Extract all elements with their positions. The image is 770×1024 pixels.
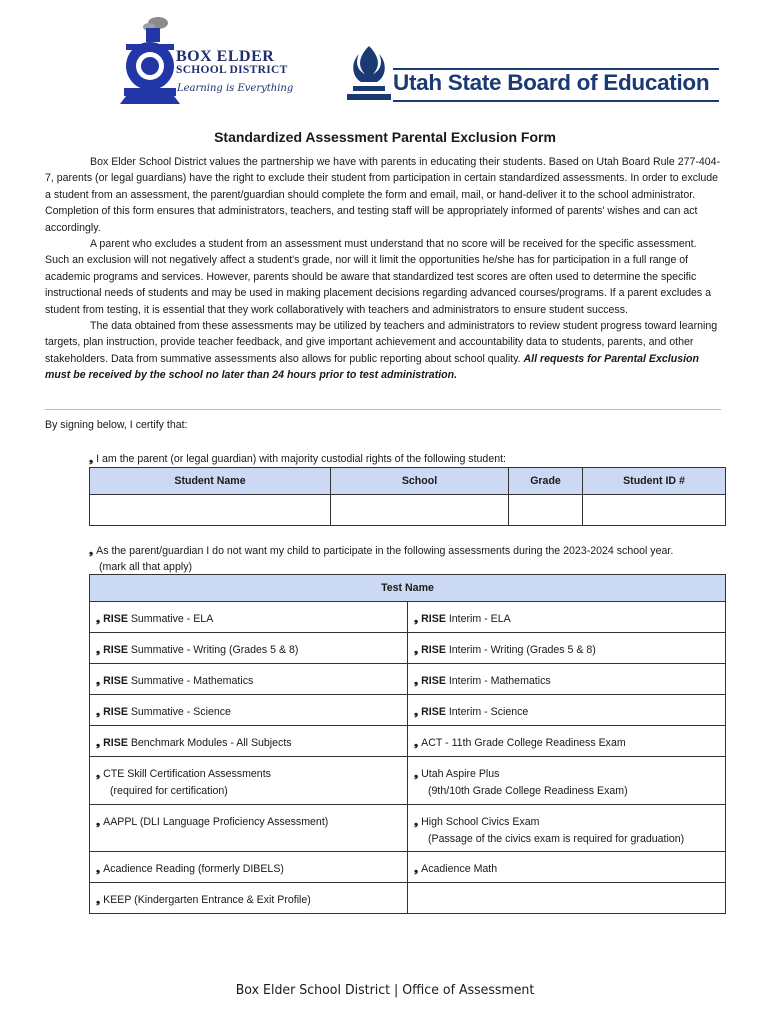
student-id-field[interactable] [583, 495, 726, 526]
test-checkbox[interactable]: ❟ [96, 894, 101, 906]
test-brand: RISE [103, 737, 128, 749]
test-option[interactable] [408, 757, 726, 805]
usbe-flame-logo-icon [345, 42, 393, 104]
test-label: Utah Aspire Plus [421, 768, 500, 780]
parent-checkbox-line [89, 453, 506, 466]
test-checkbox[interactable]: ❟ [414, 613, 419, 625]
test-option[interactable] [90, 633, 408, 664]
opt-out-checkbox-label: As the parent/guardian I do not want my child to participate in the following assessments during the 2023-2024 school year. [96, 545, 674, 557]
test-brand: RISE [103, 644, 128, 656]
test-option[interactable] [408, 602, 726, 633]
test-label: AAPPL (DLI Language Proficiency Assessment) [103, 816, 329, 828]
test-option[interactable] [408, 726, 726, 757]
student-name-field[interactable] [90, 495, 331, 526]
test-label: Interim - ELA [445, 613, 511, 625]
opt-out-checkbox[interactable]: ❟ [89, 545, 94, 557]
test-checkbox[interactable]: ❟ [414, 816, 419, 828]
intro-paragraph-2: A parent who excludes a student from an assessment must understand that no score will be received for the specific assessment. Such an exclusion will not negatively affect a student's grade, nor will it limit the opportunities he/she has for participation in a full range of academic programs and services. However, parents should be aware that standardized test scores are often used to determine the specific instructional needs of students and may be used in making placement decisions regarding advanced courses/programs. If a parent excludes a student from testing, it is essential that they work collaboratively with teachers and administrators to ensure student success. [45, 238, 712, 316]
test-brand: RISE [103, 675, 128, 687]
test-checkbox[interactable]: ❟ [96, 816, 101, 828]
parent-checkbox[interactable]: ❟ [89, 453, 94, 465]
test-note: (required for certification) [110, 784, 228, 797]
school-header: School [331, 468, 509, 495]
student-name-header: Student Name [90, 468, 331, 495]
test-label: Summative - Writing (Grades 5 & 8) [127, 644, 299, 656]
district-name-line2: SCHOOL DISTRICT [176, 64, 288, 76]
test-option[interactable] [408, 664, 726, 695]
test-label: Acadience Math [421, 863, 498, 875]
test-option[interactable] [408, 852, 726, 883]
grade-field[interactable] [509, 495, 583, 526]
deadline-notice: All requests for Parental Exclusion must be received by the school no later than 24 hours prior to test administration. [45, 352, 699, 382]
test-checkbox[interactable]: ❟ [414, 768, 419, 780]
test-checkbox[interactable]: ❟ [414, 675, 419, 687]
test-checkbox[interactable]: ❟ [414, 737, 419, 749]
page-footer: Box Elder School District | Office of Assessment [235, 982, 535, 998]
test-option[interactable] [90, 805, 408, 852]
test-option[interactable] [408, 805, 726, 852]
district-tagline: Learning is Everything [177, 83, 294, 94]
test-option[interactable] [90, 883, 408, 914]
test-brand: RISE [421, 644, 446, 656]
empty-test-cell [408, 883, 726, 914]
test-option[interactable] [90, 852, 408, 883]
test-brand: RISE [103, 706, 128, 718]
test-checkbox[interactable]: ❟ [96, 644, 101, 656]
test-label: High School Civics Exam [421, 816, 540, 828]
test-label: Summative - Science [127, 706, 231, 718]
test-option[interactable] [90, 726, 408, 757]
test-label: Summative - Mathematics [127, 675, 254, 687]
test-label: Benchmark Modules - All Subjects [127, 737, 292, 749]
test-brand: RISE [421, 706, 446, 718]
test-label: Interim - Mathematics [445, 675, 551, 687]
test-label: Interim - Writing (Grades 5 & 8) [445, 644, 596, 656]
usbe-bottom-rule [393, 100, 719, 102]
test-option[interactable] [90, 757, 408, 805]
test-option[interactable] [90, 664, 408, 695]
test-checkbox[interactable]: ❟ [414, 706, 419, 718]
test-checkbox[interactable]: ❟ [414, 644, 419, 656]
student-info-table [89, 467, 726, 526]
form-title: Standardized Assessment Parental Exclusion Form [214, 129, 556, 145]
test-checkbox[interactable]: ❟ [96, 613, 101, 625]
test-checkbox[interactable]: ❟ [96, 706, 101, 718]
test-selection-table [89, 574, 726, 914]
test-label: CTE Skill Certification Assessments [103, 768, 271, 780]
opt-out-checkbox-line [89, 543, 673, 575]
test-brand: RISE [421, 675, 446, 687]
test-label: Summative - ELA [127, 613, 214, 625]
test-option[interactable] [90, 695, 408, 726]
test-label: KEEP (Kindergarten Entrance & Exit Profile) [103, 894, 311, 906]
intro-paragraph-1: Box Elder School District values the partnership we have with parents in educating their students. Based on Utah Board Rule 277-404-7, parents (or legal guardians) have the right to exclude their student from participation in certain standardized assessments. In order to exclude a student from an assessment, the parent/guardian should complete the form and email, mail, or hand-deliver it to the school administrator. Completion of this form ensures that administrators, teachers, and testing staff will be appropriately informed of parents' wishes and can act accordingly. [45, 156, 721, 234]
test-label: ACT - 11th Grade College Readiness Exam [421, 737, 626, 749]
test-checkbox[interactable]: ❟ [96, 737, 101, 749]
test-note: (Passage of the civics exam is required for graduation) [428, 832, 685, 845]
parent-checkbox-label: I am the parent (or legal guardian) with majority custodial rights of the following student: [96, 453, 506, 465]
grade-header: Grade [509, 468, 583, 495]
test-checkbox[interactable]: ❟ [96, 675, 101, 687]
intro-paragraph-3 [45, 318, 721, 384]
test-brand: RISE [421, 613, 446, 625]
test-option[interactable] [408, 633, 726, 664]
test-brand: RISE [103, 613, 128, 625]
page-header [0, 0, 770, 125]
test-label: Acadience Reading (formerly DIBELS) [103, 863, 284, 875]
intro-paragraph-3-text: The data obtained from these assessments may be utilized by teachers and administrators to review student progress toward learning targets, plan instruction, provide teacher feedback, and give important achievement and accountability data to students, parents, and other stakeholders. Data from summative assessments also allows for public reporting about school quality. [45, 320, 718, 365]
test-note: (9th/10th Grade College Readiness Exam) [428, 784, 628, 797]
test-option[interactable] [408, 695, 726, 726]
test-name-header: Test Name [90, 575, 726, 602]
test-option[interactable] [90, 602, 408, 633]
test-checkbox[interactable]: ❟ [96, 863, 101, 875]
state-board-name: Utah State Board of Education [393, 70, 710, 95]
school-field[interactable] [331, 495, 509, 526]
district-name-line1: BOX ELDER [176, 48, 275, 65]
section-divider [45, 409, 721, 410]
test-checkbox[interactable]: ❟ [414, 863, 419, 875]
form-intro [45, 154, 721, 384]
opt-out-instruction: (mark all that apply) [99, 561, 193, 573]
test-label: Interim - Science [445, 706, 529, 718]
student-id-header: Student ID # [583, 468, 726, 495]
certify-statement: By signing below, I certify that: [45, 419, 188, 431]
test-checkbox[interactable]: ❟ [96, 768, 101, 780]
